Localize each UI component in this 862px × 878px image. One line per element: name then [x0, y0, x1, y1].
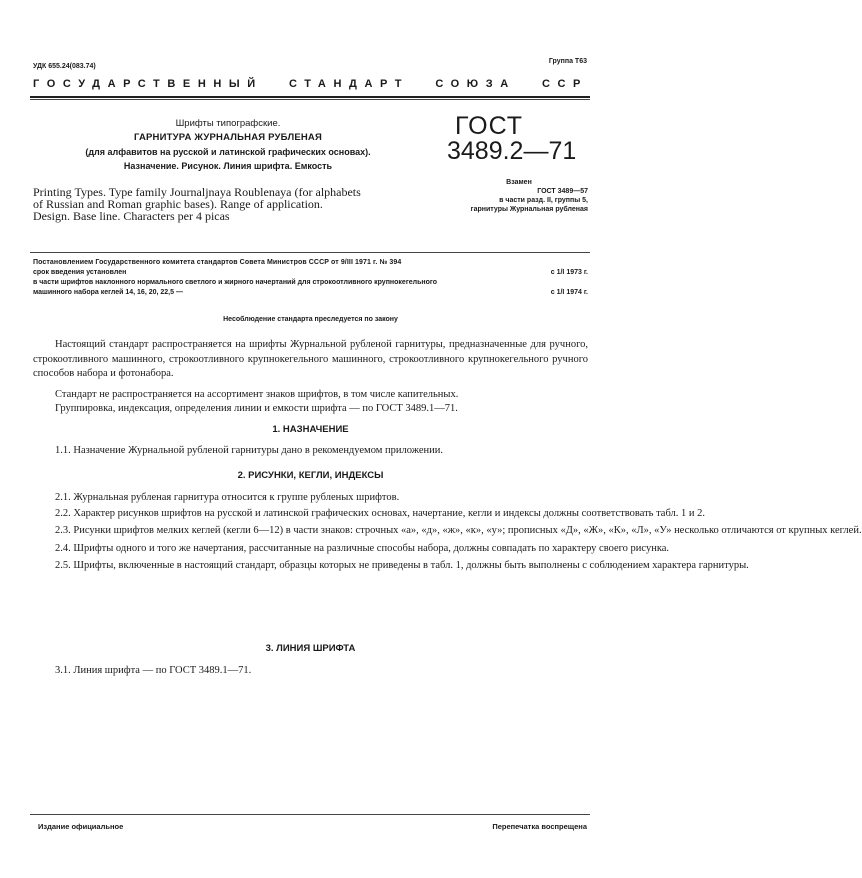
header-rule-thick — [30, 96, 590, 98]
item-2-1: 2.1. Журнальная рубленая гарнитура относится к группе рубленых шрифтов. — [55, 492, 400, 503]
replaces-line-2: ГОСТ 3489—57 — [537, 188, 588, 195]
document-title — [28, 117, 428, 173]
item-2-4: 2.4. Шрифты одного и того же начертания, рассчитанные на различные способы набора, должны совпадать по характеру своего рисунка. — [55, 542, 670, 554]
replaces-line-1: Взамен — [506, 179, 532, 186]
item-2-3: 2.3. Рисунки шрифтов мелких кеглей (кегли 6—12) в части знаков: строчных «а», «д», «ж», «к», «у»; прописных «Д», «Ж», «К», «Л», «У» несколько отличаются от крупных кеглей. — [55, 525, 862, 536]
gost-number: 3489.2—71 — [447, 137, 577, 165]
replaces-note — [470, 178, 588, 214]
replaces-line-3: в части разд. II, группы 5, — [499, 197, 588, 204]
item-2-2: 2.2. Характер рисунков шрифтов на русской и латинской графических основах, начертание, кегли и индексы должны соответствовать табл. 1 и 2. — [55, 507, 706, 519]
decree-line-1: Постановлением Государственного комитета стандартов Совета Министров СССР от 9/III 1971 г. № 394 — [33, 259, 402, 266]
decree-row-4 — [33, 288, 588, 298]
decree-row-2 — [33, 268, 588, 278]
english-title — [33, 186, 361, 222]
section-2-heading: 2. РИСУНКИ, КЕГЛИ, ИНДЕКСЫ — [237, 470, 384, 481]
title-line-2: ГАРНИТУРА ЖУРНАЛЬНАЯ РУБЛЕНАЯ — [133, 132, 323, 143]
decree-line-4-right: с 1/I 1974 г. — [550, 289, 588, 296]
item-2-5: 2.5. Шрифты, включенные в настоящий стандарт, образцы которых не приведены в табл. 1, должны быть выполнены с соблюдением характера гарнитуры. — [55, 560, 749, 571]
item-1-1: 1.1. Назначение Журнальной рубленой гарнитуры дано в рекомендуемом приложении. — [55, 445, 443, 456]
state-word-3: СОЮЗА — [435, 78, 516, 90]
footer-rule — [30, 814, 590, 815]
footer-reprint: Перепечатка воспрещена — [492, 822, 587, 831]
gost-label: ГОСТ — [455, 112, 524, 140]
law-notice: Несоблюдение стандарта преследуется по закону — [223, 316, 398, 323]
footer-edition: Издание официальное — [38, 822, 124, 831]
decree-line-2-left: срок введения установлен — [33, 269, 127, 276]
english-title-line-1: Printing Types. Type family Journaljnaya Roublenaya (for alphabets — [33, 185, 361, 199]
intro-text — [33, 338, 588, 417]
section-3-body — [33, 664, 588, 679]
title-line-1: Шрифты типографские. — [175, 118, 281, 129]
section-1-heading: 1. НАЗНАЧЕНИЕ — [272, 424, 349, 435]
intro-paragraph-3: Группировка, индексация, определения линии и емкости шрифта — по ГОСТ 3489.1—71. — [55, 403, 458, 414]
intro-paragraph-2: Стандарт не распространяется на ассортимент знаков шрифтов, в том числе капительных. — [55, 388, 459, 400]
header-rule-thin — [30, 99, 590, 100]
english-title-line-2: of Russian and Roman graphic bases). Range of application. — [33, 197, 323, 211]
replaces-line-4: гарнитуры Журнальная рубленая — [470, 206, 588, 213]
state-word-1: ГОСУДАРСТВЕННЫЙ — [33, 78, 263, 90]
title-line-4: Назначение. Рисунок. Линия шрифта. Емкость — [123, 161, 333, 171]
english-title-line-3: Design. Base line. Characters per 4 picas — [33, 209, 230, 223]
state-word-4: ССР — [541, 78, 588, 90]
item-3-1: 3.1. Линия шрифта — по ГОСТ 3489.1—71. — [55, 665, 252, 676]
intro-paragraph-1: Настоящий стандарт распространяется на шрифты Журнальной рубленой гарнитуры, предназначенные для ручного, строкоотливного машинного, строкоотливного крупнокегельного машинного, строкоотливного крупнокегельного ручного способов набора и фотонабора. — [33, 339, 588, 379]
decree-block — [33, 258, 588, 298]
section-3-heading: 3. ЛИНИЯ ШРИФТА — [265, 643, 356, 654]
state-word-2: СТАНДАРТ — [289, 78, 410, 90]
title-line-3: (для алфавитов на русской и латинской графических основах). — [85, 147, 371, 157]
udk-code: УДК 655.24(083.74) — [33, 63, 96, 70]
decree-line-3: в части шрифтов наклонного нормального светлого и жирного начертаний для строкоотливного крупнокегельного — [33, 279, 437, 286]
title-separator — [30, 252, 590, 253]
decree-line-2-right: с 1/I 1973 г. — [550, 269, 588, 276]
section-1-body — [33, 444, 588, 459]
state-standard-banner — [33, 78, 588, 90]
section-2-body — [33, 491, 862, 574]
group-code: Группа Т63 — [548, 58, 587, 65]
decree-line-4-left: машинного набора кеглей 14, 16, 20, 22,5 — — [33, 289, 183, 296]
